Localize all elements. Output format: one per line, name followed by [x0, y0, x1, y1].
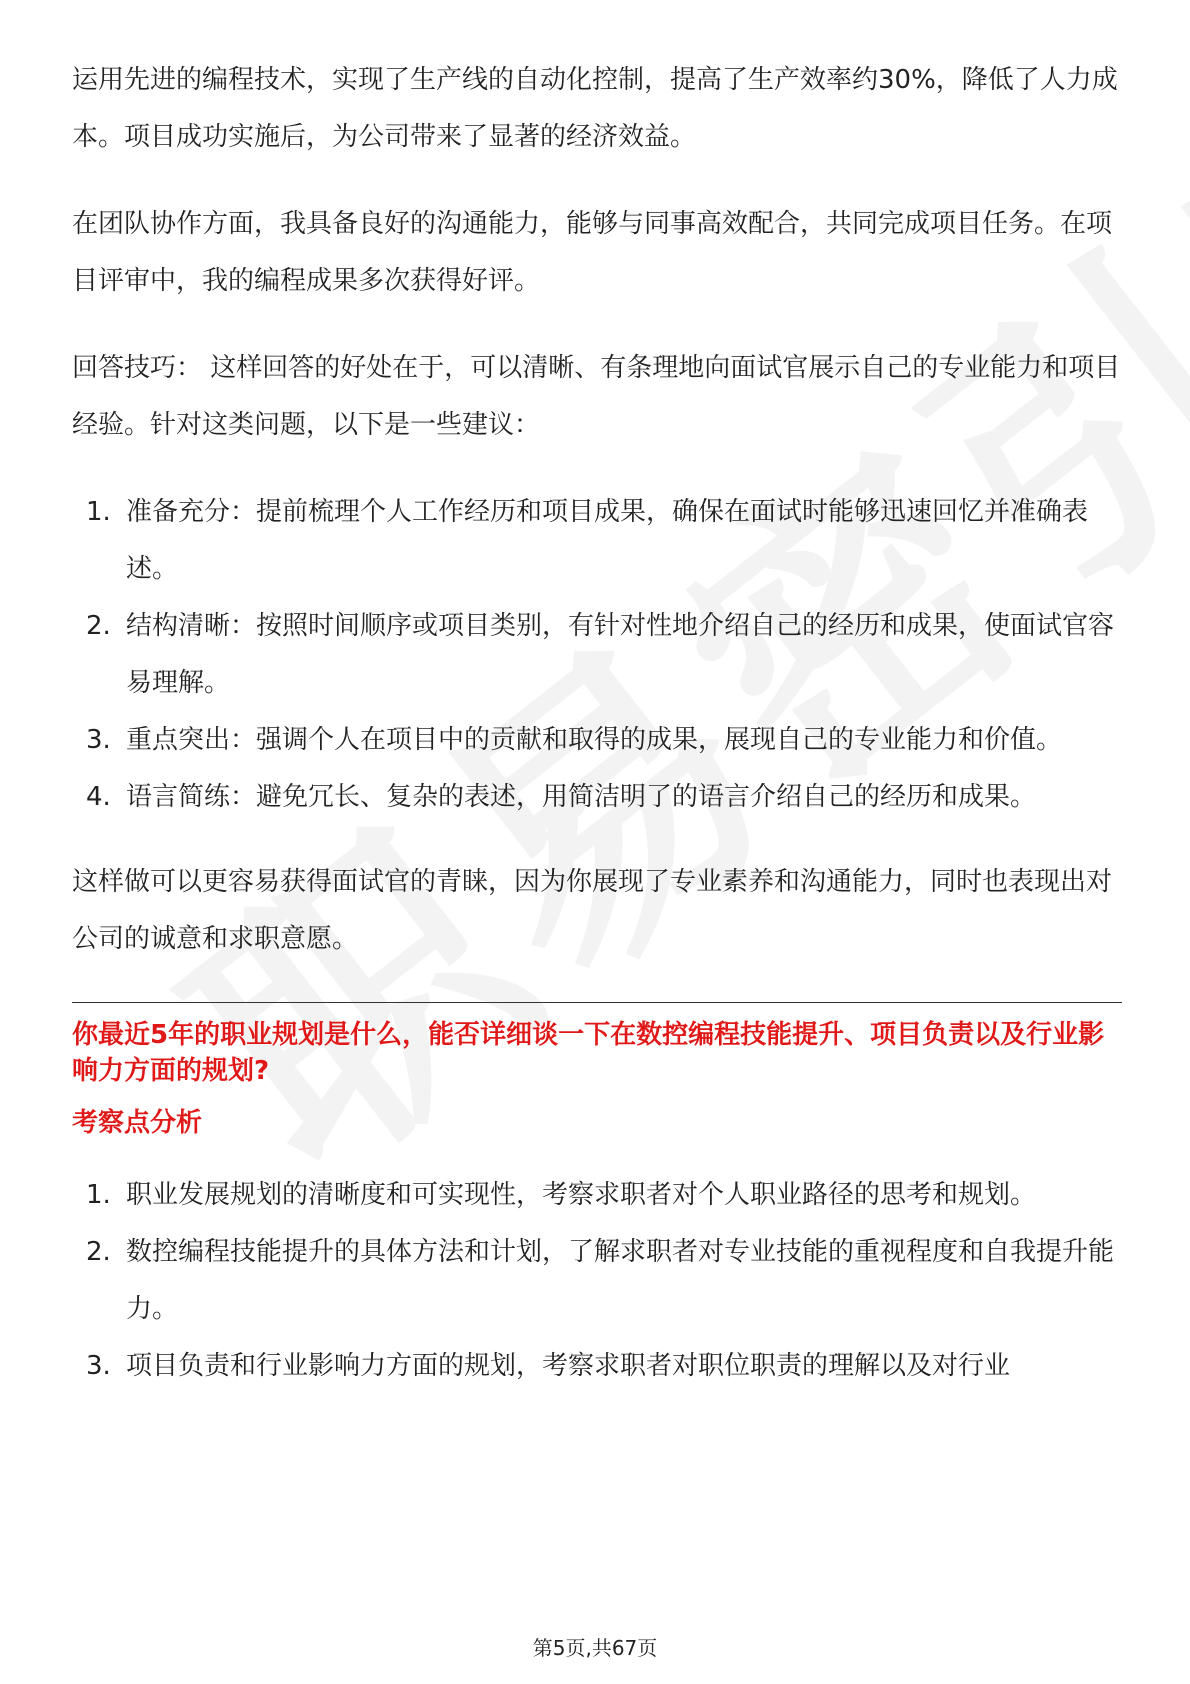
list-text: 数控编程技能提升的具体方法和计划，了解求职者对专业技能的重视程度和自我提升能力。 — [126, 1237, 1115, 1324]
analysis-title: 考察点分析 — [72, 1108, 203, 1138]
paragraph-answer-tips: 回答技巧： 这样回答的好处在于，可以清晰、有条理地向面试官展示自己的专业能力和项目经验。针对这类问题，以下是一些建议： — [72, 353, 1121, 440]
list-text: 重点突出：强调个人在项目中的贡献和取得的成果，展现自己的专业能力和价值。 — [126, 725, 1063, 755]
list-item — [72, 598, 1122, 712]
tips-list — [72, 484, 1122, 826]
list-text: 结构清晰：按照时间顺序或项目类别，有针对性地介绍自己的经历和成果，使面试官容易理解。 — [126, 611, 1115, 698]
question-heading: 你最近5年的职业规划是什么，能否详细谈一下在数控编程技能提升、项目负责以及行业影响力方面的规划? — [72, 1020, 1105, 1086]
list-item — [72, 484, 1122, 598]
list-text: 项目负责和行业影响力方面的规划，考察求职者对职位职责的理解以及对行业 — [126, 1351, 1011, 1381]
page-content — [72, 52, 1122, 1423]
paragraph-project-result: 运用先进的编程技术，实现了生产线的自动化控制，提高了生产效率约30%，降低了人力成本。项目成功实施后，为公司带来了显著的经济效益。 — [72, 65, 1118, 152]
analysis-list — [72, 1167, 1122, 1395]
list-number: 2. — [86, 1237, 111, 1267]
list-item — [72, 769, 1122, 826]
list-item — [72, 1338, 1122, 1395]
list-item — [72, 1224, 1122, 1338]
list-item — [72, 1167, 1122, 1224]
list-number: 3. — [86, 725, 111, 755]
list-number: 3. — [86, 1351, 111, 1381]
list-item — [72, 712, 1122, 769]
list-number: 1. — [86, 1180, 111, 1210]
list-number: 1. — [86, 497, 111, 527]
section-divider — [72, 1002, 1122, 1003]
paragraph-teamwork: 在团队协作方面，我具备良好的沟通能力，能够与同事高效配合，共同完成项目任务。在项目评审中，我的编程成果多次获得好评。 — [72, 209, 1113, 296]
list-number: 4. — [86, 782, 111, 812]
list-text: 职业发展规划的清晰度和可实现性，考察求职者对个人职业路径的思考和规划。 — [126, 1180, 1037, 1210]
list-text: 准备充分：提前梳理个人工作经历和项目成果，确保在面试时能够迅速回忆并准确表述。 — [126, 497, 1089, 584]
list-number: 2. — [86, 611, 111, 641]
paragraph-closing: 这样做可以更容易获得面试官的青睐，因为你展现了专业素养和沟通能力，同时也表现出对公司的诚意和求职意愿。 — [72, 867, 1113, 954]
list-text: 语言简练：避免冗长、复杂的表述，用简洁明了的语言介绍自己的经历和成果。 — [126, 782, 1037, 812]
page-number-footer: 第5页,共67页 — [532, 1636, 658, 1660]
